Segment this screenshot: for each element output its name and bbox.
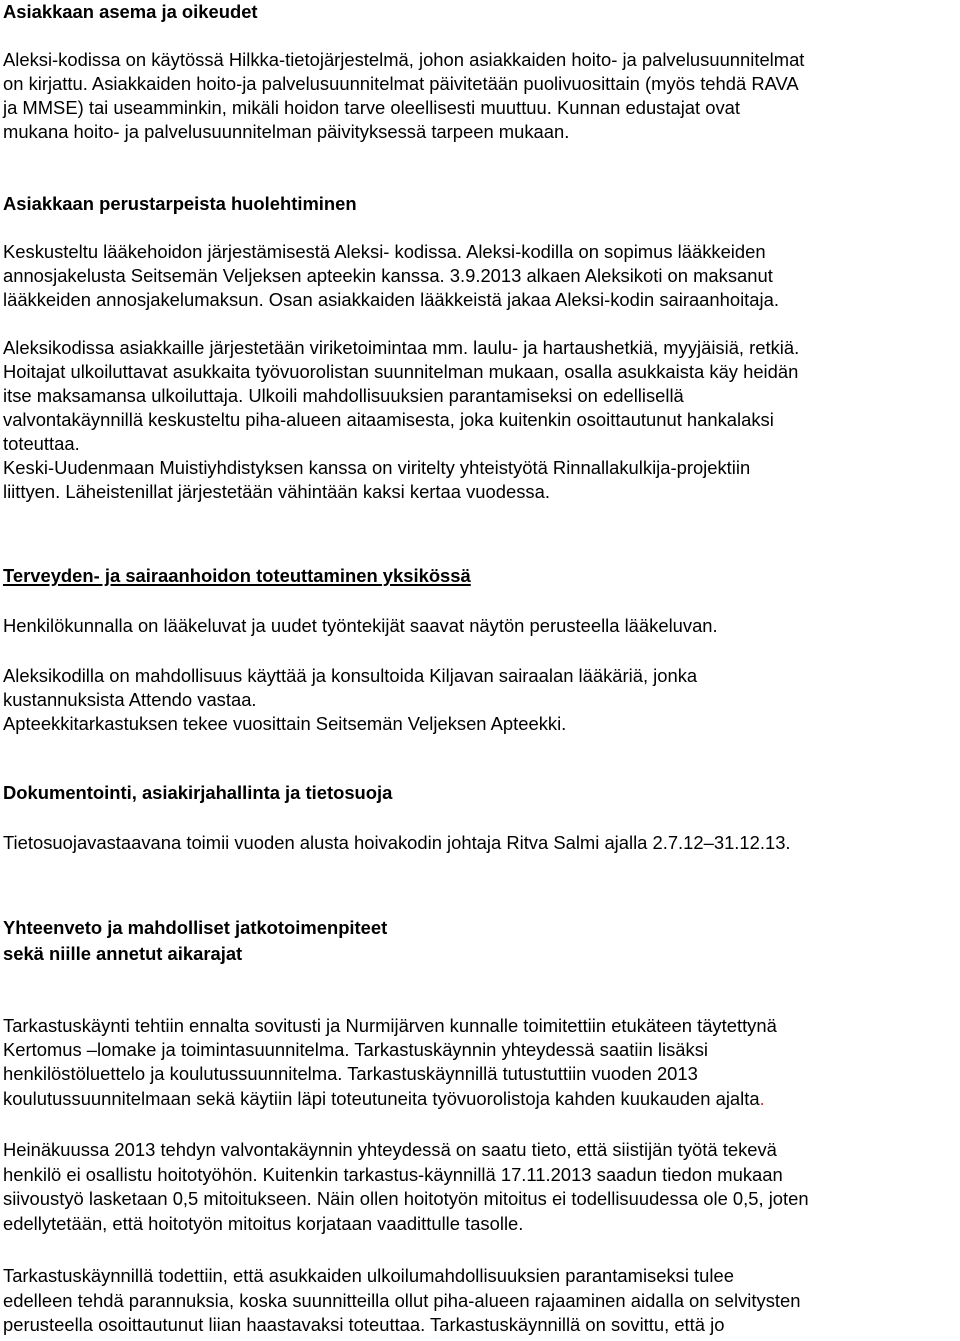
paragraph-line: Henkilökunnalla on lääkeluvat ja uudet työntekijät saavat näytön perusteella lääkeluvan.: [3, 615, 718, 636]
section-heading-perustarpeet: Asiakkaan perustarpeista huolehtiminen: [3, 193, 357, 214]
paragraph-line: siivoustyö lasketaan 0,5 mitoitukseen. Näin ollen hoitotyön mitoitus ei todellisuudessa ole 0,5, joten: [3, 1188, 809, 1209]
paragraph-line: Hoitajat ulkoiluttavat asukkaita työvuorolistan suunnitelman mukaan, osalla asukkaista käy heidän: [3, 361, 799, 382]
paragraph-line: Keski-Uudenmaan Muistiyhdistyksen kanssa on viritelty yhteistyötä Rinnallakulkija-projektiin: [3, 457, 751, 478]
paragraph-line: Tietosuojavastaavana toimii vuoden alusta hoivakodin johtaja Ritva Salmi ajalla 2.7.12–31.12.13.: [3, 832, 791, 853]
paragraph-line: perusteella osoittautunut liian haastavaksi toteuttaa. Tarkastuskäynnillä on sovittu, että jo: [3, 1314, 725, 1335]
paragraph-line: Aleksikodissa asiakkaille järjestetään viriketoimintaa mm. laulu- ja hartaushetkiä, myyjäisiä, retkiä.: [3, 337, 800, 358]
paragraph-line: Kertomus –lomake ja toimintasuunnitelma. Tarkastuskäynnin yhteydessä saatiin lisäksi: [3, 1039, 708, 1060]
red-period: .: [759, 1088, 765, 1109]
paragraph-line: Tarkastuskäynti tehtiin ennalta sovitusti ja Nurmijärven kunnalle toimitettiin etukäteen täytettynä: [3, 1015, 777, 1036]
paragraph-line: Heinäkuussa 2013 tehdyn valvontakäynnin yhteydessä on saatu tieto, että siistijän työtä tekevä: [3, 1139, 777, 1160]
paragraph-line: Aleksi-kodissa on käytössä Hilkka-tietojärjestelmä, johon asiakkaiden hoito- ja palvelusuunnitelmat: [3, 49, 805, 70]
paragraph-line: henkilöstöluettelo ja koulutussuunnitelma. Tarkastuskäynnillä tutustuttiin vuoden 2013: [3, 1063, 698, 1084]
paragraph-line: Keskusteltu lääkehoidon järjestämisestä Aleksi- kodissa. Aleksi-kodilla on sopimus lääkkeiden: [3, 241, 766, 262]
paragraph-line: Aleksikodilla on mahdollisuus käyttää ja konsultoida Kiljavan sairaalan lääkäriä, jonka: [3, 665, 698, 686]
paragraph-line: valvontakäynnillä keskusteltu piha-alueen aitaamisesta, joka kuitenkin osoittautunut hankalaksi: [3, 409, 774, 430]
paragraph-line: liittyen. Läheistenillat järjestetään vähintään kaksi kertaa vuodessa.: [3, 481, 550, 502]
paragraph-line: edellytetään, että hoitotyön mitoitus korjataan vaadittulle tasolle.: [3, 1213, 524, 1234]
paragraph-line: henkilö ei osallistu hoitotyöhön. Kuitenkin tarkastus-käynnillä 17.11.2013 saadun tiedon mukaan: [3, 1164, 783, 1185]
paragraph-line: itse maksamansa ulkoiluttaja. Ulkoili mahdollisuuksien parantamiseksi on edellisellä: [3, 385, 684, 406]
paragraph-line: Apteekkitarkastuksen tekee vuosittain Seitsemän Veljeksen Apteekki.: [3, 713, 567, 734]
section-heading-terveydenhoito: Terveyden- ja sairaanhoidon toteuttaminen yksikössä: [3, 565, 471, 586]
paragraph-line: toteuttaa.: [3, 433, 80, 454]
paragraph-line: Tarkastuskäynnillä todettiin, että asukkaiden ulkoilumahdollisuuksien parantamiseksi tulee: [3, 1265, 734, 1286]
paragraph-line: on kirjattu. Asiakkaiden hoito-ja palvelusuunnitelmat päivitetään puolivuosittain (myös tehdä RAVA: [3, 73, 799, 94]
paragraph-line: ja MMSE) tai useamminkin, mikäli hoidon tarve oleellisesti muuttuu. Kunnan edustajat ovat: [3, 97, 741, 118]
section-heading-dokumentointi: Dokumentointi, asiakirjahallinta ja tietosuoja: [3, 782, 393, 803]
paragraph-line: [3, 1087, 765, 1111]
paragraph-line: edelleen tehdä parannuksia, koska suunnitteilla ollut piha-alueen rajaaminen aidalla on selvitysten: [3, 1290, 801, 1311]
paragraph-line: kustannuksista Attendo vastaa.: [3, 689, 257, 710]
section-heading-yhteenveto-line2: sekä niille annetut aikarajat: [3, 943, 243, 964]
section-heading-yhteenveto: Yhteenveto ja mahdolliset jatkotoimenpiteet: [3, 917, 388, 938]
section-heading-asema: Asiakkaan asema ja oikeudet: [3, 1, 258, 22]
paragraph-line: mukana hoito- ja palvelusuunnitelman päivityksessä tarpeen mukaan.: [3, 121, 570, 142]
paragraph-text: koulutussuunnitelmaan sekä käytiin läpi toteutuneita työvuorolistoja kahden kuukauden ajalta: [3, 1088, 760, 1109]
paragraph-line: lääkkeiden annosjakelumaksun. Osan asiakkaiden lääkkeistä jakaa Aleksi-kodin sairaanhoitaja.: [3, 289, 779, 310]
paragraph-line: annosjakelusta Seitsemän Veljeksen apteekin kanssa. 3.9.2013 alkaen Aleksikoti on maksanut: [3, 265, 773, 286]
